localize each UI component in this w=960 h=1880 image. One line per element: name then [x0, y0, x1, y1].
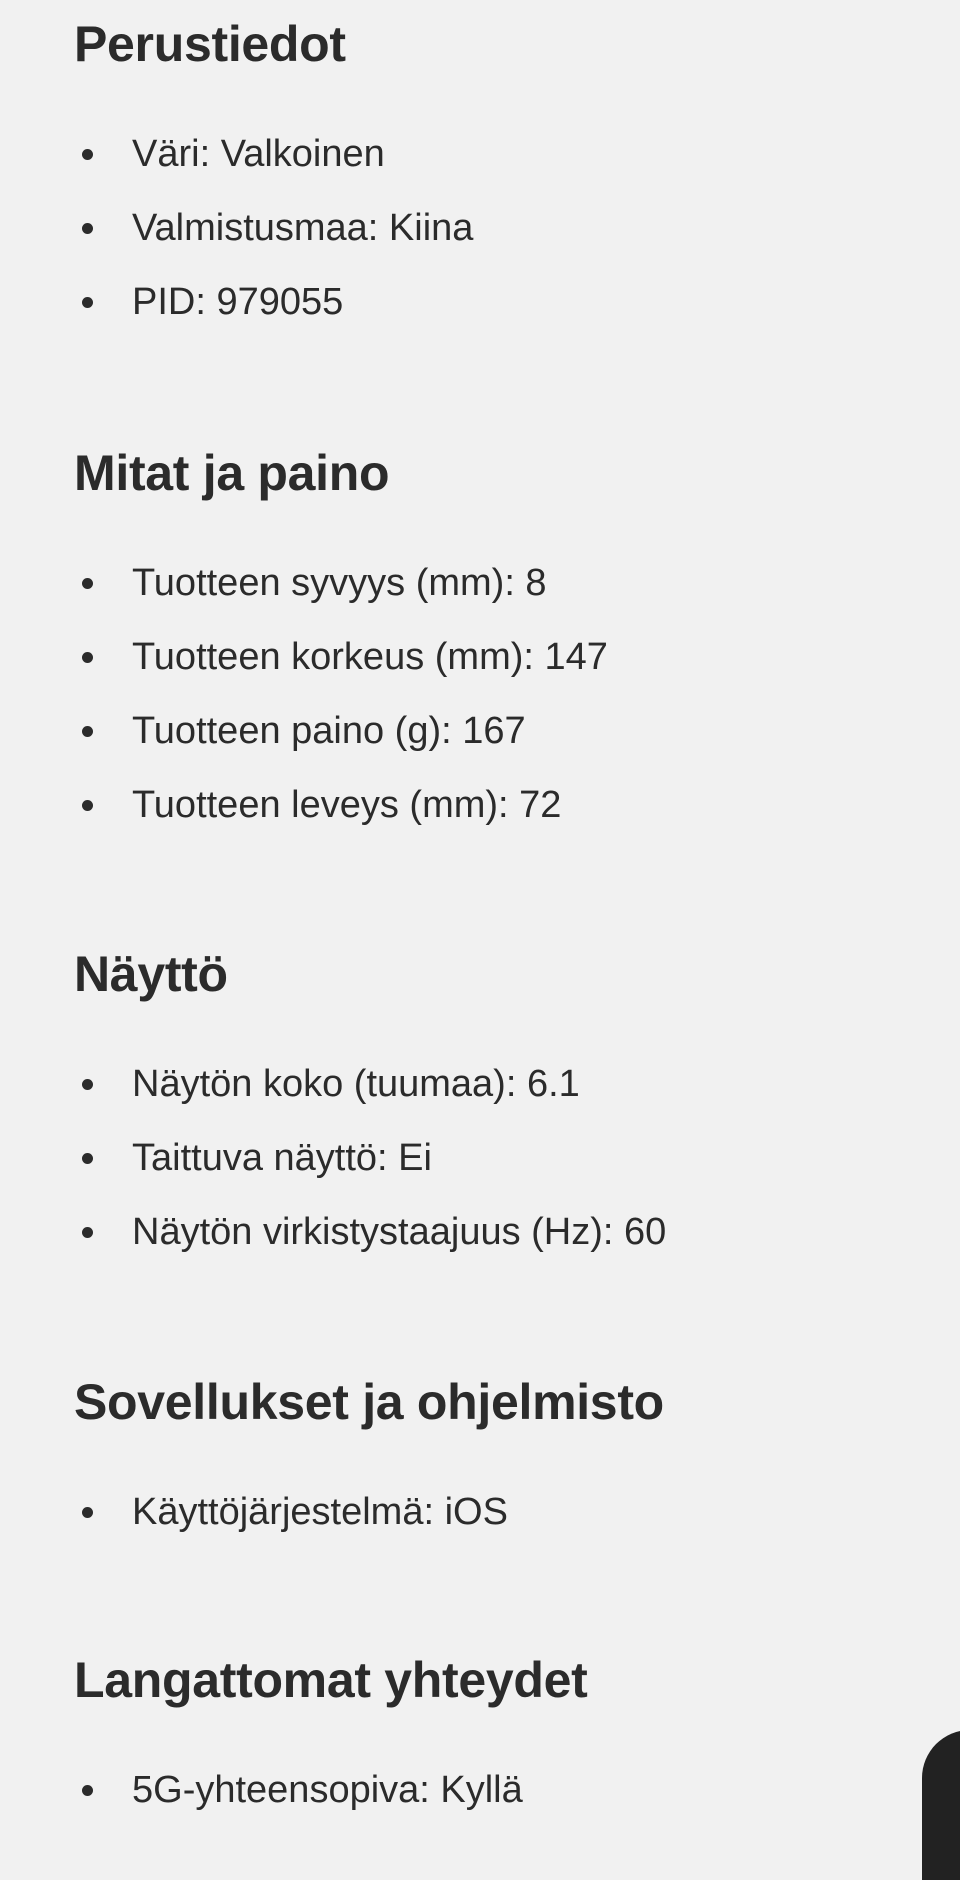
bullet-icon: [82, 800, 93, 811]
section-title: Perustiedot: [74, 16, 346, 72]
spec-text: Taittuva näyttö: Ei: [132, 1137, 432, 1179]
bullet-icon: [82, 297, 93, 308]
bullet-icon: [82, 1227, 93, 1238]
spec-item: [74, 1753, 588, 1827]
spec-text: Tuotteen korkeus (mm): 147: [132, 636, 608, 678]
bullet-icon: [82, 726, 93, 737]
section-naytto: [74, 944, 666, 1269]
bullet-icon: [82, 1785, 93, 1796]
spec-item: [74, 546, 608, 620]
spec-text: Tuotteen paino (g): 167: [132, 710, 526, 752]
spec-item: [74, 1121, 666, 1195]
bullet-icon: [82, 1153, 93, 1164]
spec-text: Näytön koko (tuumaa): 6.1: [132, 1063, 580, 1105]
spec-text: Tuotteen syvyys (mm): 8: [132, 562, 547, 604]
section-mitat-ja-paino: [74, 443, 608, 842]
chat-bubble-icon[interactable]: [922, 1730, 960, 1880]
spec-item: [74, 768, 608, 842]
spec-item: [74, 265, 473, 339]
section-title: Langattomat yhteydet: [74, 1652, 588, 1708]
spec-item: [74, 694, 608, 768]
spec-text: Väri: Valkoinen: [132, 133, 385, 175]
spec-text: PID: 979055: [132, 281, 344, 323]
spec-text: 5G-yhteensopiva: Kyllä: [132, 1769, 523, 1811]
bullet-icon: [82, 652, 93, 663]
section-title: Näyttö: [74, 946, 228, 1002]
spec-item: [74, 620, 608, 694]
bullet-icon: [82, 149, 93, 160]
section-title: Mitat ja paino: [74, 445, 390, 501]
spec-text: Tuotteen leveys (mm): 72: [132, 784, 562, 826]
spec-text: Valmistusmaa: Kiina: [132, 207, 474, 249]
section-title: Sovellukset ja ohjelmisto: [74, 1374, 664, 1430]
spec-text: Käyttöjärjestelmä: iOS: [132, 1491, 508, 1533]
bullet-icon: [82, 1079, 93, 1090]
spec-item: [74, 1195, 666, 1269]
spec-item: [74, 191, 473, 265]
bullet-icon: [82, 578, 93, 589]
bullet-icon: [82, 1507, 93, 1518]
spec-list: [74, 1475, 664, 1549]
spec-list: [74, 546, 608, 842]
section-perustiedot: [74, 14, 473, 339]
spec-item: [74, 1047, 666, 1121]
section-langattomat-yhteydet: [74, 1650, 588, 1827]
bullet-icon: [82, 223, 93, 234]
spec-item: [74, 1475, 664, 1549]
spec-list: [74, 1047, 666, 1269]
spec-list: [74, 117, 473, 339]
spec-list: [74, 1753, 588, 1827]
section-sovellukset-ja-ohjelmisto: [74, 1372, 664, 1549]
spec-text: Näytön virkistystaajuus (Hz): 60: [132, 1211, 667, 1253]
spec-item: [74, 117, 473, 191]
